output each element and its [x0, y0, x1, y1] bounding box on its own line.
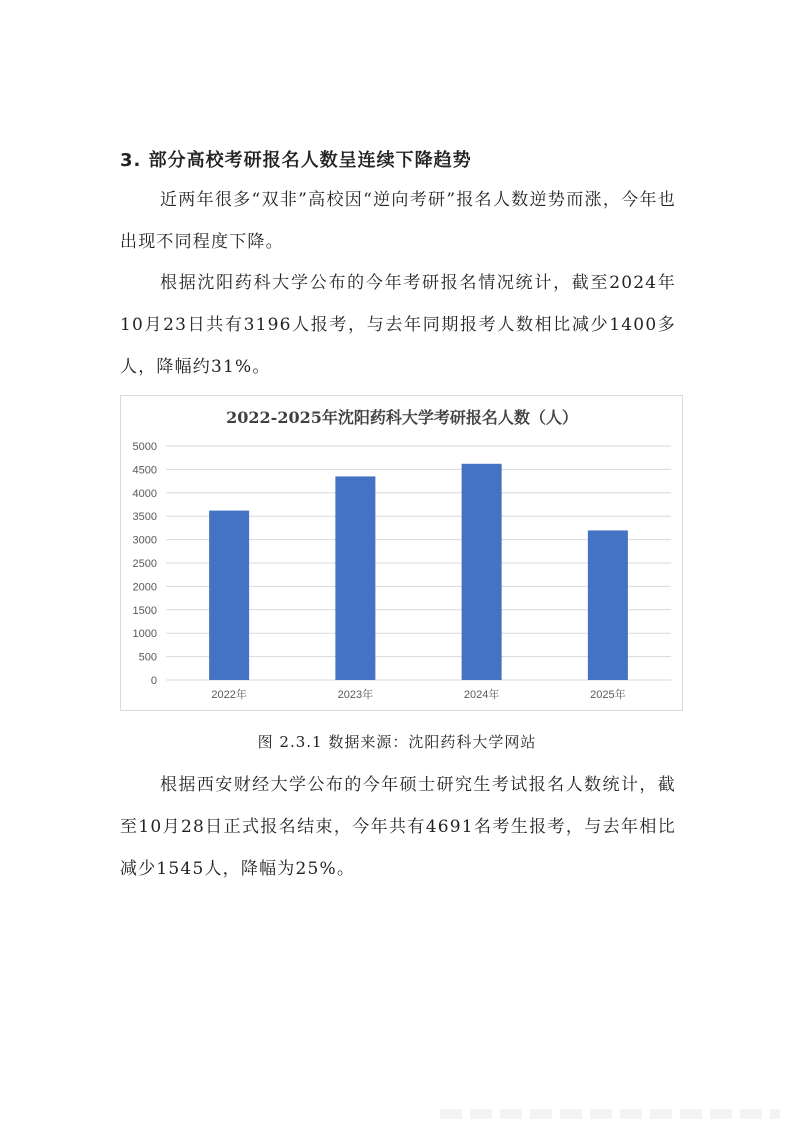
y-tick-label: 4500 [132, 464, 157, 477]
bar-2025年 [588, 530, 628, 680]
chart-title: 2022-2025年沈阳药科大学考研报名人数（人） [226, 408, 578, 427]
section-heading: 3. 部分高校考研报名人数呈连续下降趋势 [120, 150, 472, 171]
paragraph-shenyang-pharma-stats: 根据沈阳药科大学公布的今年考研报名情况统计，截至2024年10月23日共有3196人报考，与去年同期报考人数相比减少1400多人，降幅约31%。 [120, 273, 676, 377]
bar-2022年 [209, 511, 249, 680]
bar-chart-svg [121, 396, 684, 712]
y-tick-label: 1000 [132, 628, 157, 641]
bar-chart [120, 395, 683, 711]
y-tick-label: 2000 [132, 581, 157, 594]
bar-2023年 [335, 476, 375, 680]
x-tick-label: 2022年 [211, 689, 247, 701]
y-tick-label: 0 [150, 675, 157, 687]
watermark [440, 1109, 780, 1119]
bar-2024年 [462, 464, 502, 680]
y-tick-label: 3000 [132, 534, 157, 547]
y-tick-label: 1500 [132, 604, 157, 617]
figure-caption: 图 2.3.1 数据来源：沈阳药科大学网站 [257, 733, 537, 751]
y-tick-label: 4000 [132, 487, 157, 500]
x-tick-label: 2025年 [590, 689, 626, 701]
y-tick-label: 3500 [132, 511, 157, 524]
y-tick-label: 5000 [132, 441, 157, 453]
y-tick-label: 2500 [132, 558, 157, 570]
y-tick-label: 500 [138, 651, 157, 664]
x-tick-label: 2023年 [337, 689, 374, 701]
paragraph-reverse-exam-trend: 近两年很多“双非”高校因“逆向考研”报名人数逆势而涨，今年也出现不同程度下降。 [120, 190, 676, 252]
paragraph-xian-finance-stats: 根据西安财经大学公布的今年硕士研究生考试报名人数统计，截至10月28日正式报名结束，今年共有4691名考生报考，与去年相比减少1545人，降幅为25%。 [120, 775, 676, 879]
x-tick-label: 2024年 [463, 689, 500, 701]
